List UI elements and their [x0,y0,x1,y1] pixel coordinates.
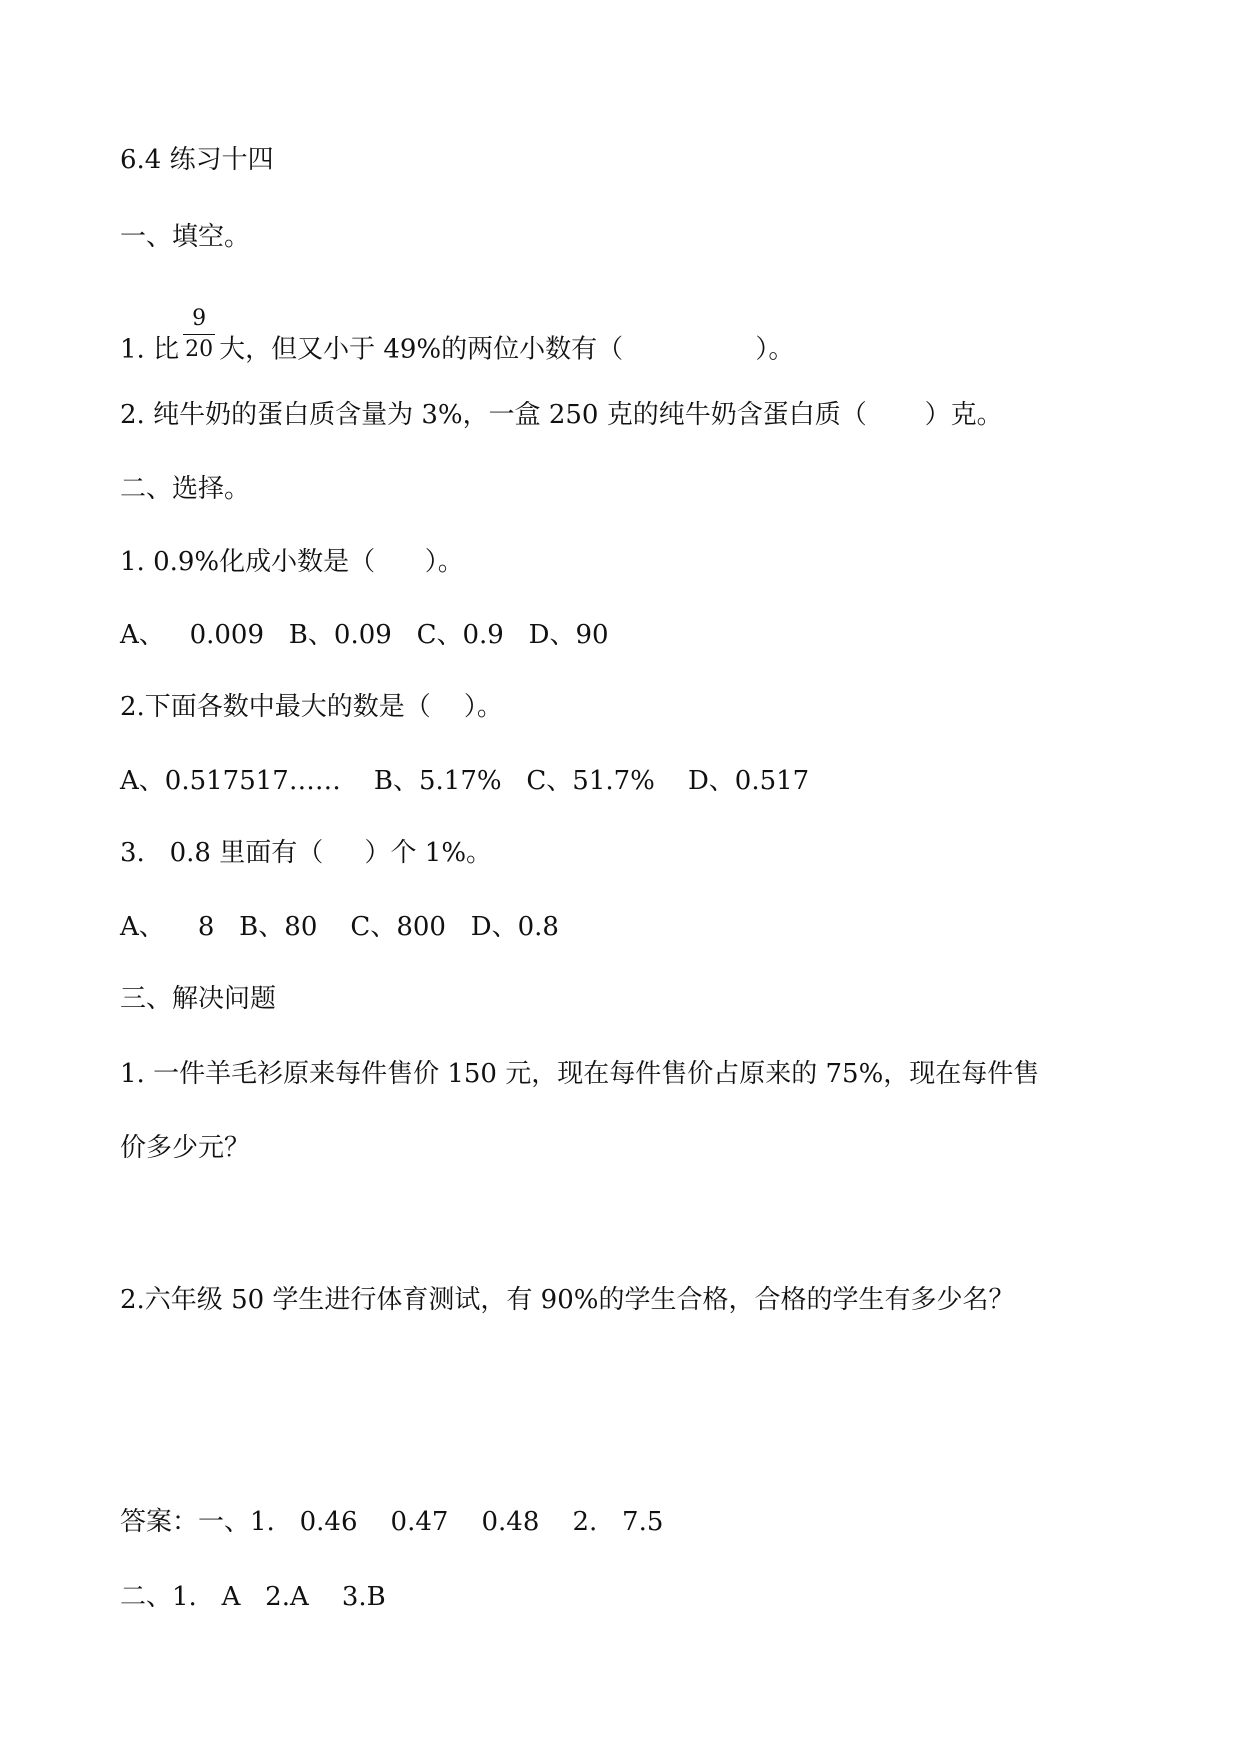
choice-question-2: 2.下面各数中最大的数是（ ）。 [120,692,503,722]
choice-question-3: 3. 0.8 里面有（ ）个 1%。 [120,838,493,868]
problem-2: 2.六年级 50 学生进行体育测试，有 90%的学生合格，合格的学生有多少名？ [120,1285,1015,1315]
fill-question-1-suffix: 大，但又小于 49%的两位小数有（ ）。 [219,334,795,365]
choice-question-1: 1. 0.9%化成小数是（ ）。 [120,547,464,577]
section-1-heading: 一、填空。 [120,222,251,252]
answers-line-2: 二、1. A 2.A 3.B [120,1582,386,1612]
problem-1-line-2: 价多少元？ [120,1133,251,1163]
fill-question-2: 2. 纯牛奶的蛋白质含量为 3%，一盒 250 克的纯牛奶含蛋白质（ ）克。 [120,400,1003,430]
page-title: 6.4 练习十四 [120,145,274,175]
answers-line-1: 答案：一、1. 0.46 0.47 0.48 2. 7.5 [120,1507,664,1537]
choice-question-1-options: A、 0.009 B、0.09 C、0.9 D、90 [120,620,609,650]
choice-question-3-options: A、 8 B、80 C、800 D、0.8 [120,912,559,942]
choice-question-2-options: A、0.517517…… B、5.17% C、51.7% D、0.517 [120,766,810,796]
fill-question-1 [120,306,795,381]
fraction-numerator: 9 [183,304,215,335]
fill-question-1-prefix: 1. 比 [120,334,180,365]
problem-1-line-1: 1. 一件羊毛衫原来每件售价 150 元，现在每件售价占原来的 75%，现在每件售 [120,1059,1040,1089]
section-3-heading: 三、解决问题 [120,984,277,1014]
section-2-heading: 二、选择。 [120,474,251,504]
fraction-denominator: 20 [185,337,214,362]
fraction [183,304,215,365]
